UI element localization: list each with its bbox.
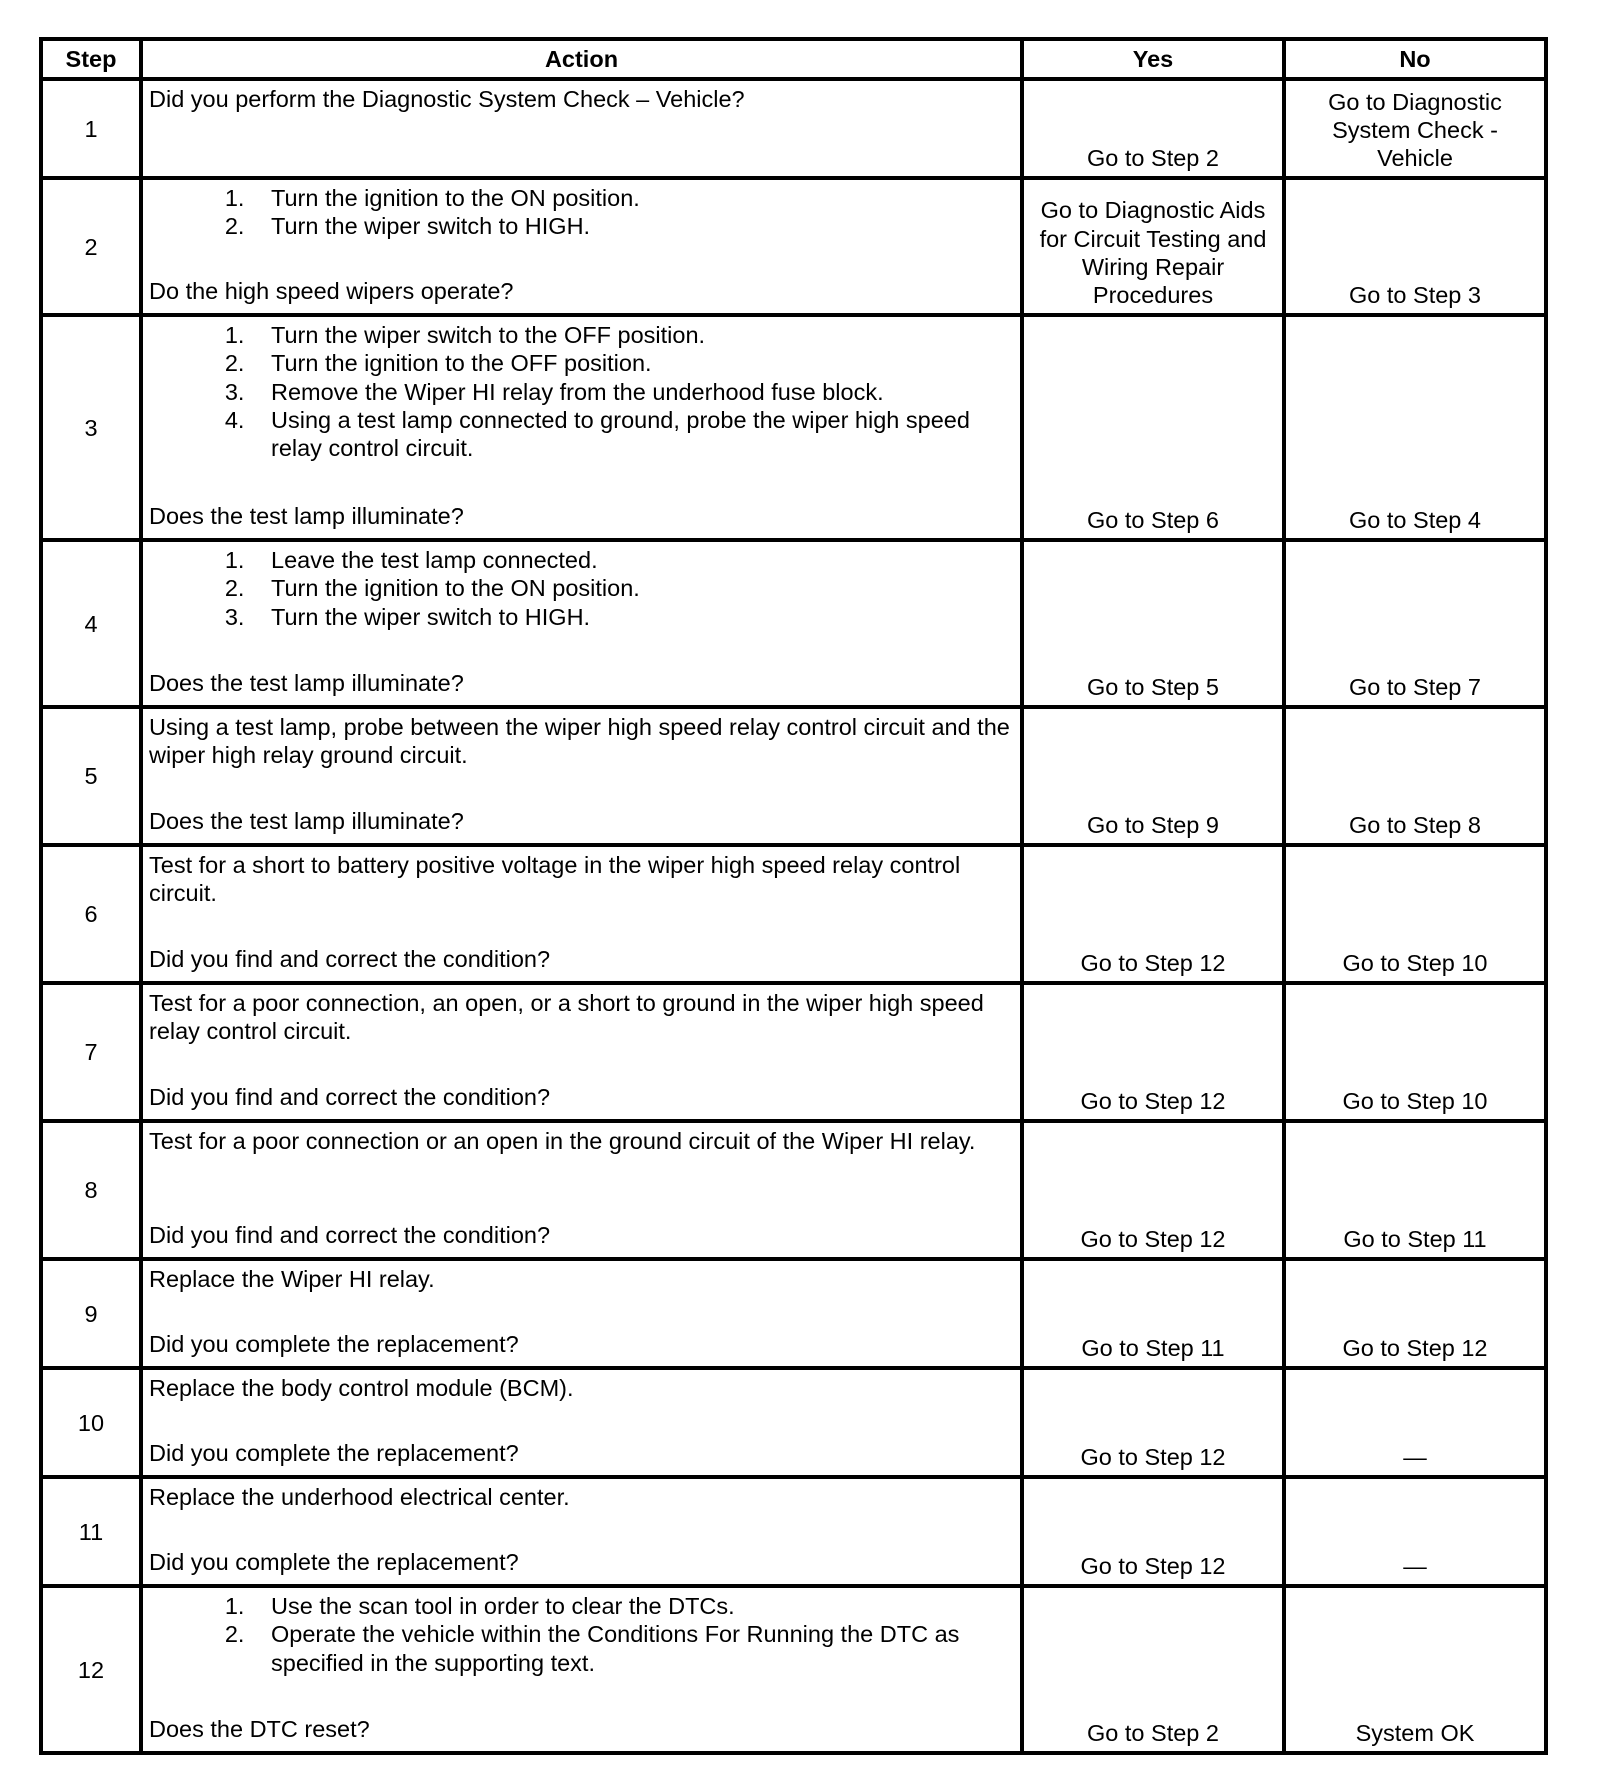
step-number: 12 bbox=[41, 1586, 141, 1753]
no-result: Go to Step 8 bbox=[1284, 707, 1546, 845]
action-content bbox=[149, 1374, 1014, 1467]
action-content bbox=[149, 184, 1014, 305]
substep-item: 2. Turn the wiper switch to HIGH. bbox=[251, 212, 1014, 240]
yes-result: Go to Step 5 bbox=[1022, 540, 1284, 707]
yes-result: Go to Step 2 bbox=[1022, 79, 1284, 178]
action-instructions bbox=[149, 1374, 1014, 1402]
step-number: 4 bbox=[41, 540, 141, 707]
no-result: Go to Step 12 bbox=[1284, 1259, 1546, 1368]
no-result: Go to Step 10 bbox=[1284, 845, 1546, 983]
substep-item: 1. Turn the ignition to the ON position. bbox=[251, 184, 1014, 212]
table-row bbox=[41, 1368, 1546, 1477]
action-cell bbox=[141, 1121, 1022, 1259]
table-row bbox=[41, 1259, 1546, 1368]
action-intro: Replace the underhood electrical center. bbox=[149, 1484, 570, 1511]
diagnostic-table bbox=[39, 37, 1548, 1755]
substep-list bbox=[149, 184, 1014, 240]
action-instructions bbox=[149, 1127, 1014, 1155]
header-no: No bbox=[1284, 39, 1546, 79]
step-number: 8 bbox=[41, 1121, 141, 1259]
action-question: Does the test lamp illuminate? bbox=[149, 670, 464, 696]
substep-item: 2. Turn the ignition to the OFF position. bbox=[251, 349, 1014, 377]
substep-item: 1. Use the scan tool in order to clear the DTCs. bbox=[251, 1592, 1014, 1620]
substep-item: 2. Operate the vehicle within the Conditions For Running the DTC as specified in the supporting text. bbox=[251, 1620, 1014, 1676]
step-number: 10 bbox=[41, 1368, 141, 1477]
action-cell bbox=[141, 315, 1022, 540]
yes-result: Go to Step 12 bbox=[1022, 983, 1284, 1121]
no-result: Go to Step 3 bbox=[1284, 178, 1546, 315]
action-content bbox=[149, 85, 1014, 168]
substep-item: 1. Leave the test lamp connected. bbox=[251, 546, 1014, 574]
substep-item: 3. Turn the wiper switch to HIGH. bbox=[251, 603, 1014, 631]
action-content bbox=[149, 713, 1014, 835]
action-cell bbox=[141, 540, 1022, 707]
action-question: Did you find and correct the condition? bbox=[149, 1222, 551, 1248]
action-cell bbox=[141, 1259, 1022, 1368]
step-number: 11 bbox=[41, 1477, 141, 1586]
yes-result: Go to Step 12 bbox=[1022, 845, 1284, 983]
step-number: 9 bbox=[41, 1259, 141, 1368]
action-cell bbox=[141, 707, 1022, 845]
action-instructions bbox=[149, 85, 1014, 113]
table-row bbox=[41, 707, 1546, 845]
yes-result: Go to Step 11 bbox=[1022, 1259, 1284, 1368]
yes-result: Go to Step 12 bbox=[1022, 1368, 1284, 1477]
step-number: 3 bbox=[41, 315, 141, 540]
header-row bbox=[41, 39, 1546, 79]
step-number: 1 bbox=[41, 79, 141, 178]
substep-item: 3. Remove the Wiper HI relay from the underhood fuse block. bbox=[251, 378, 1014, 406]
action-intro: Test for a poor connection, an open, or a short to ground in the wiper high speed relay control circuit. bbox=[149, 990, 984, 1045]
table-row bbox=[41, 1477, 1546, 1586]
action-content bbox=[149, 1127, 1014, 1249]
no-result: — bbox=[1284, 1368, 1546, 1477]
table-row bbox=[41, 315, 1546, 540]
no-result: System OK bbox=[1284, 1586, 1546, 1753]
header-step: Step bbox=[41, 39, 141, 79]
action-content bbox=[149, 1592, 1014, 1743]
step-number: 7 bbox=[41, 983, 141, 1121]
action-instructions bbox=[149, 851, 1014, 907]
action-question: Did you find and correct the condition? bbox=[149, 946, 551, 972]
action-intro: Did you perform the Diagnostic System Check – Vehicle? bbox=[149, 86, 745, 113]
action-content bbox=[149, 851, 1014, 973]
header-action: Action bbox=[141, 39, 1022, 79]
action-content bbox=[149, 1265, 1014, 1358]
action-question: Does the test lamp illuminate? bbox=[149, 808, 464, 834]
no-result: Go to Diagnostic System Check - Vehicle bbox=[1284, 79, 1546, 178]
action-intro: Using a test lamp, probe between the wiper high speed relay control circuit and the wiper high relay ground circuit. bbox=[149, 714, 1010, 769]
action-cell bbox=[141, 1586, 1022, 1753]
table-row bbox=[41, 845, 1546, 983]
action-content bbox=[149, 1483, 1014, 1576]
action-intro: Replace the Wiper HI relay. bbox=[149, 1266, 435, 1293]
table-row bbox=[41, 540, 1546, 707]
action-question: Do the high speed wipers operate? bbox=[149, 278, 514, 304]
no-result: Go to Step 7 bbox=[1284, 540, 1546, 707]
table-body bbox=[41, 79, 1546, 1753]
action-question: Does the test lamp illuminate? bbox=[149, 503, 464, 529]
table-row bbox=[41, 79, 1546, 178]
action-intro: Test for a short to battery positive voltage in the wiper high speed relay control circuit. bbox=[149, 852, 961, 907]
action-instructions bbox=[149, 989, 1014, 1045]
action-instructions bbox=[149, 184, 1014, 240]
table-row bbox=[41, 1121, 1546, 1259]
yes-result: Go to Step 6 bbox=[1022, 315, 1284, 540]
action-instructions bbox=[149, 713, 1014, 769]
substep-list bbox=[149, 1592, 1014, 1677]
step-number: 5 bbox=[41, 707, 141, 845]
header-yes: Yes bbox=[1022, 39, 1284, 79]
action-cell bbox=[141, 845, 1022, 983]
action-cell bbox=[141, 983, 1022, 1121]
step-number: 6 bbox=[41, 845, 141, 983]
action-content bbox=[149, 989, 1014, 1111]
substep-list bbox=[149, 546, 1014, 631]
action-cell bbox=[141, 1477, 1022, 1586]
action-cell bbox=[141, 79, 1022, 178]
action-instructions bbox=[149, 1483, 1014, 1511]
step-number: 2 bbox=[41, 178, 141, 315]
action-question: Did you find and correct the condition? bbox=[149, 1084, 551, 1110]
action-cell bbox=[141, 1368, 1022, 1477]
action-instructions bbox=[149, 1265, 1014, 1293]
substep-list bbox=[149, 321, 1014, 462]
action-question: Does the DTC reset? bbox=[149, 1716, 370, 1742]
action-instructions bbox=[149, 1592, 1014, 1677]
no-result: — bbox=[1284, 1477, 1546, 1586]
action-question: Did you complete the replacement? bbox=[149, 1331, 519, 1357]
table-row bbox=[41, 178, 1546, 315]
yes-result: Go to Step 12 bbox=[1022, 1121, 1284, 1259]
no-result: Go to Step 4 bbox=[1284, 315, 1546, 540]
action-intro: Test for a poor connection or an open in the ground circuit of the Wiper HI relay. bbox=[149, 1128, 976, 1155]
no-result: Go to Step 11 bbox=[1284, 1121, 1546, 1259]
yes-result: Go to Step 2 bbox=[1022, 1586, 1284, 1753]
substep-item: 2. Turn the ignition to the ON position. bbox=[251, 574, 1014, 602]
no-result: Go to Step 10 bbox=[1284, 983, 1546, 1121]
action-question: Did you complete the replacement? bbox=[149, 1549, 519, 1575]
action-content bbox=[149, 546, 1014, 697]
yes-result: Go to Step 12 bbox=[1022, 1477, 1284, 1586]
yes-result: Go to Step 9 bbox=[1022, 707, 1284, 845]
yes-result: Go to Diagnostic Aids for Circuit Testing and Wiring Repair Procedures bbox=[1022, 178, 1284, 315]
substep-item: 4. Using a test lamp connected to ground, probe the wiper high speed relay control circuit. bbox=[251, 406, 1014, 462]
action-content bbox=[149, 321, 1014, 530]
action-instructions bbox=[149, 321, 1014, 462]
substep-item: 1. Turn the wiper switch to the OFF position. bbox=[251, 321, 1014, 349]
action-question: Did you complete the replacement? bbox=[149, 1440, 519, 1466]
action-cell bbox=[141, 178, 1022, 315]
table-row bbox=[41, 1586, 1546, 1753]
action-instructions bbox=[149, 546, 1014, 631]
table-row bbox=[41, 983, 1546, 1121]
action-intro: Replace the body control module (BCM). bbox=[149, 1375, 574, 1402]
